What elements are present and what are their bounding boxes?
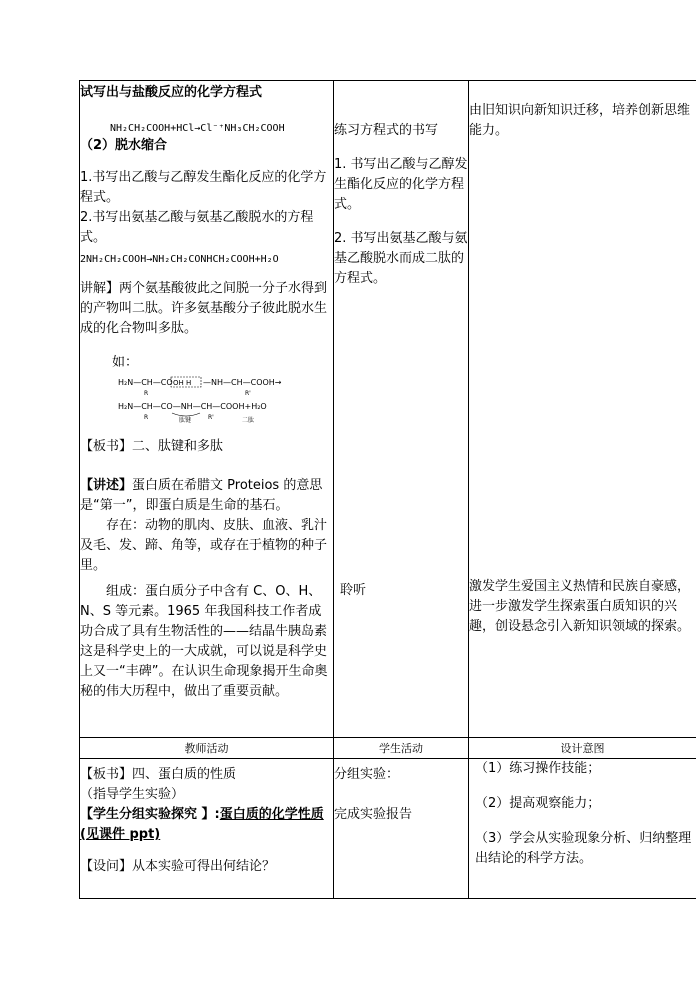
table-row <box>80 81 696 738</box>
student-task-2: 2. 书写出氨基乙酸与氨基乙酸脱水而成二肽的方程式。 <box>334 231 468 286</box>
peptide-bond-label: 肽键 <box>179 417 192 424</box>
explanation-text: 讲解】两个氨基酸彼此之间脱一分子水得到的产物叫二肽。许多氨基酸分子彼此脱水生成的化合物叫多肽。 <box>80 281 328 336</box>
question-dehydration: 2.书写出氨基乙酸与氨基乙酸脱水的方程式。 <box>80 210 314 245</box>
design-intent-cell <box>469 759 696 899</box>
formula-box-text: OH H <box>173 379 192 387</box>
student-listen: 聆听 <box>340 583 367 598</box>
formula-line1-right: —NH—CH—COOH→ <box>203 378 282 387</box>
header-teacher: 教师活动 <box>80 738 334 759</box>
lecture-body: 蛋白质在希腊文 Proteios 的意思是“第一”，即蛋白质是生命的基石。 <box>80 478 323 513</box>
formula-r1: R <box>144 390 149 397</box>
table-header-row <box>80 738 696 759</box>
experiment-label: 【学生分组实验探究 】: <box>80 807 220 822</box>
table-row <box>80 759 696 899</box>
formula-line2: H₂N—CH—CO—NH—CH—COOH+H₂O <box>118 402 267 411</box>
student-practice: 练习方程式的书写 <box>334 123 439 138</box>
hcl-equation: NH₂CH₂COOH+HCl→Cl⁻⁺NH₃CH₂COOH <box>110 123 285 134</box>
peptide-bond-brace <box>172 413 200 416</box>
formula-r2: R' <box>245 390 251 397</box>
formula-r3: R <box>144 414 149 421</box>
design-point-1: （1）练习操作技能； <box>475 761 601 776</box>
header-student: 学生活动 <box>334 738 469 759</box>
design-point-2: （2）提高观察能力； <box>475 796 601 811</box>
student-activity-cell <box>334 759 469 899</box>
header-design: 设计意图 <box>469 738 696 759</box>
design-intent-2: 激发学生爱国主义热情和民族自豪感，进一步激发学生探索蛋白质知识的兴趣，创设悬念引入新知识领域的探索。 <box>469 579 691 634</box>
student-task-1: 1. 书写出乙酸与乙醇发生酯化反应的化学方程式。 <box>334 157 468 212</box>
dipeptide-formula <box>82 373 332 427</box>
guide-experiment: （指导学生实验） <box>80 787 185 802</box>
question-conclusion: 【设问】从本实验可得出何结论？ <box>80 859 276 874</box>
design-point-3: （3）学会从实验现象分析、归纳整理出结论的科学方法。 <box>475 831 692 866</box>
dehydration-equation: 2NH₂CH₂COOH→NH₂CH₂CONHCH₂COOH+H₂O <box>80 254 279 265</box>
board-protein-properties: 【板书】四、蛋白质的性质 <box>80 767 237 782</box>
formula-r4: R' <box>208 414 214 421</box>
lesson-plan-table <box>79 80 696 899</box>
experiment-title: 蛋白质的化学性质(见课件 ppt) <box>80 807 324 842</box>
dipeptide-label: 二肽 <box>242 417 255 424</box>
dehydration-section-title: （2）脱水缩合 <box>80 138 168 153</box>
student-group-experiment: 分组实验： <box>334 767 400 782</box>
group-experiment <box>80 805 333 845</box>
composition-text: 组成：蛋白质分子中含有 C、O、H、N、S 等元素。1965 年我国科技工作者成功合成了具有生物活性的——结晶牛胰岛素这是科学史上的一大成就，可以说是科学史上又一“丰碑”。在认识生命现象揭开生命奥秘的伟大历程中，做出了重要贡献。 <box>80 584 328 699</box>
teacher-activity-cell <box>80 81 334 738</box>
student-activity-cell <box>334 81 469 738</box>
existence-text: 存在：动物的肌肉、皮肤、血液、乳汁及毛、发、蹄、角等，或存在于植物的种子里。 <box>80 518 328 573</box>
question-esterification: 1.书写出乙酸与乙醇发生酯化反应的化学方程式。 <box>80 170 327 205</box>
lecture-label: 【讲述】 <box>80 478 133 493</box>
hcl-question: 试写出与盐酸反应的化学方程式 <box>80 85 263 100</box>
formula-line1-left: H₂N—CH—CO <box>118 378 173 387</box>
board-peptide-title: 【板书】二、肽键和多肽 <box>80 439 224 454</box>
lecture-text <box>80 476 333 516</box>
design-intent-cell <box>469 81 696 738</box>
teacher-activity-cell <box>80 759 334 899</box>
design-intent-1: 由旧知识向新知识迁移，培养创新思维能力。 <box>469 103 691 138</box>
example-label: 如： <box>112 355 139 370</box>
student-report: 完成实验报告 <box>334 807 413 822</box>
